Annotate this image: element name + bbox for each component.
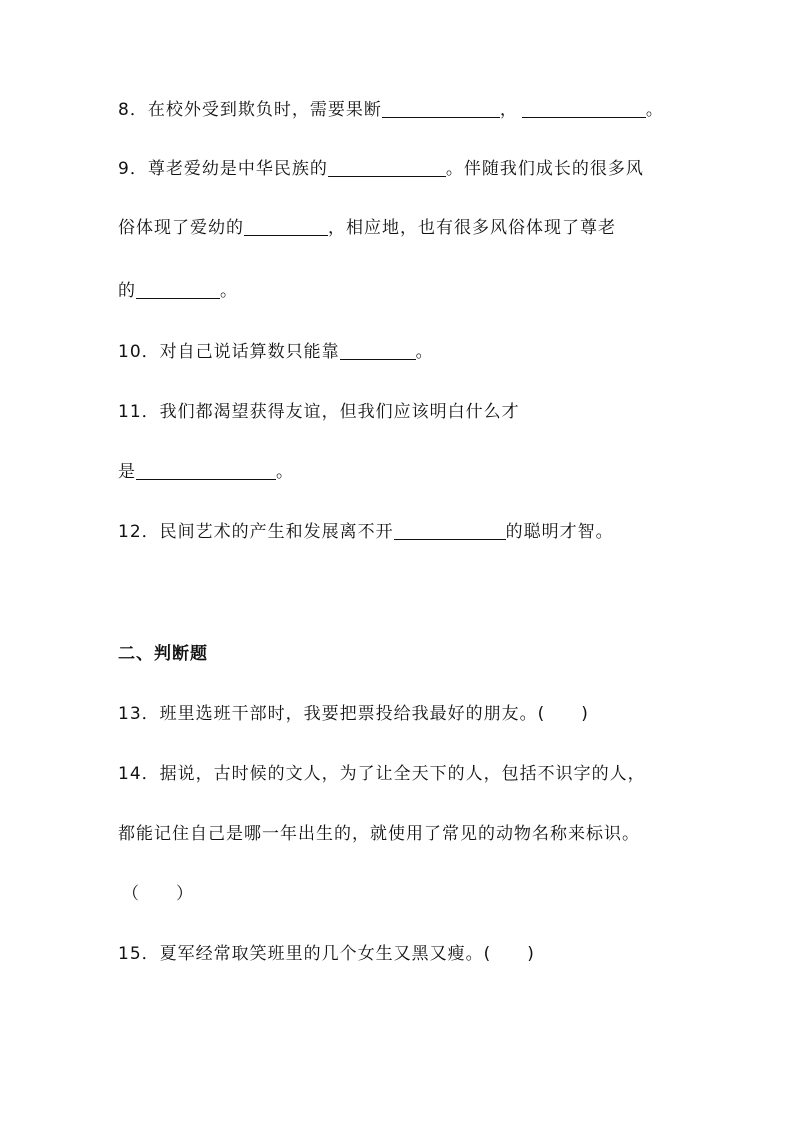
answer-blank[interactable] <box>328 158 446 177</box>
section-heading: 二、判断题 <box>118 644 208 664</box>
answer-blank[interactable] <box>394 521 506 540</box>
question-9-text: 9．尊老爱幼是中华民族的 <box>118 159 328 179</box>
question-9-text: 。 <box>220 281 238 301</box>
question-12-text: 的聪明才智。 <box>505 522 614 542</box>
answer-blank[interactable] <box>244 217 328 236</box>
question-10 <box>118 340 734 364</box>
question-14-answer-bracket: （ ） <box>122 884 194 904</box>
question-15: 15．夏军经常取笑班里的几个女生又黑又瘦。( ) <box>118 944 535 964</box>
question-9-text: ，相应地，也有很多风俗体现了尊老 <box>328 218 616 238</box>
question-9-line-2 <box>118 216 734 240</box>
question-10-text: 。 <box>415 342 434 362</box>
question-9-line-3 <box>118 279 734 303</box>
question-8-text: 8．在校外受到欺负时，需要果断 <box>118 100 382 120</box>
question-11-line-2 <box>118 460 734 484</box>
question-14-line-1: 14．据说，古时候的文人，为了让全天下的人，包括不识字的人， <box>118 764 646 784</box>
question-11-line-1 <box>118 400 734 424</box>
answer-blank[interactable] <box>136 280 220 299</box>
question-8 <box>118 98 734 122</box>
question-9-text: 。伴随我们成长的很多风 <box>445 159 644 179</box>
question-9-line-1 <box>118 157 734 181</box>
question-11-text: 是 <box>118 462 136 482</box>
question-12 <box>118 520 734 544</box>
question-10-text: 10．对自己说话算数只能靠 <box>118 342 340 362</box>
question-9-text: 的 <box>118 281 136 301</box>
question-12-text: 12．民间艺术的产生和发展离不开 <box>118 522 394 542</box>
question-8-end: 。 <box>645 100 664 120</box>
question-8-sep: ， <box>499 100 518 120</box>
question-9-text: 俗体现了爱幼的 <box>118 218 244 238</box>
question-11-text: 11．我们都渴望获得友谊，但我们应该明白什么才 <box>118 402 520 422</box>
answer-blank[interactable] <box>340 341 416 360</box>
answer-blank[interactable] <box>382 99 500 118</box>
answer-blank[interactable] <box>522 99 646 118</box>
question-13: 13．班里选班干部时，我要把票投给我最好的朋友。( ) <box>118 704 589 724</box>
question-11-text: 。 <box>276 462 294 482</box>
question-14-line-2: 都能记住自己是哪一年出生的，就使用了常见的动物名称来标识。 <box>118 824 640 844</box>
answer-blank[interactable] <box>136 461 276 480</box>
